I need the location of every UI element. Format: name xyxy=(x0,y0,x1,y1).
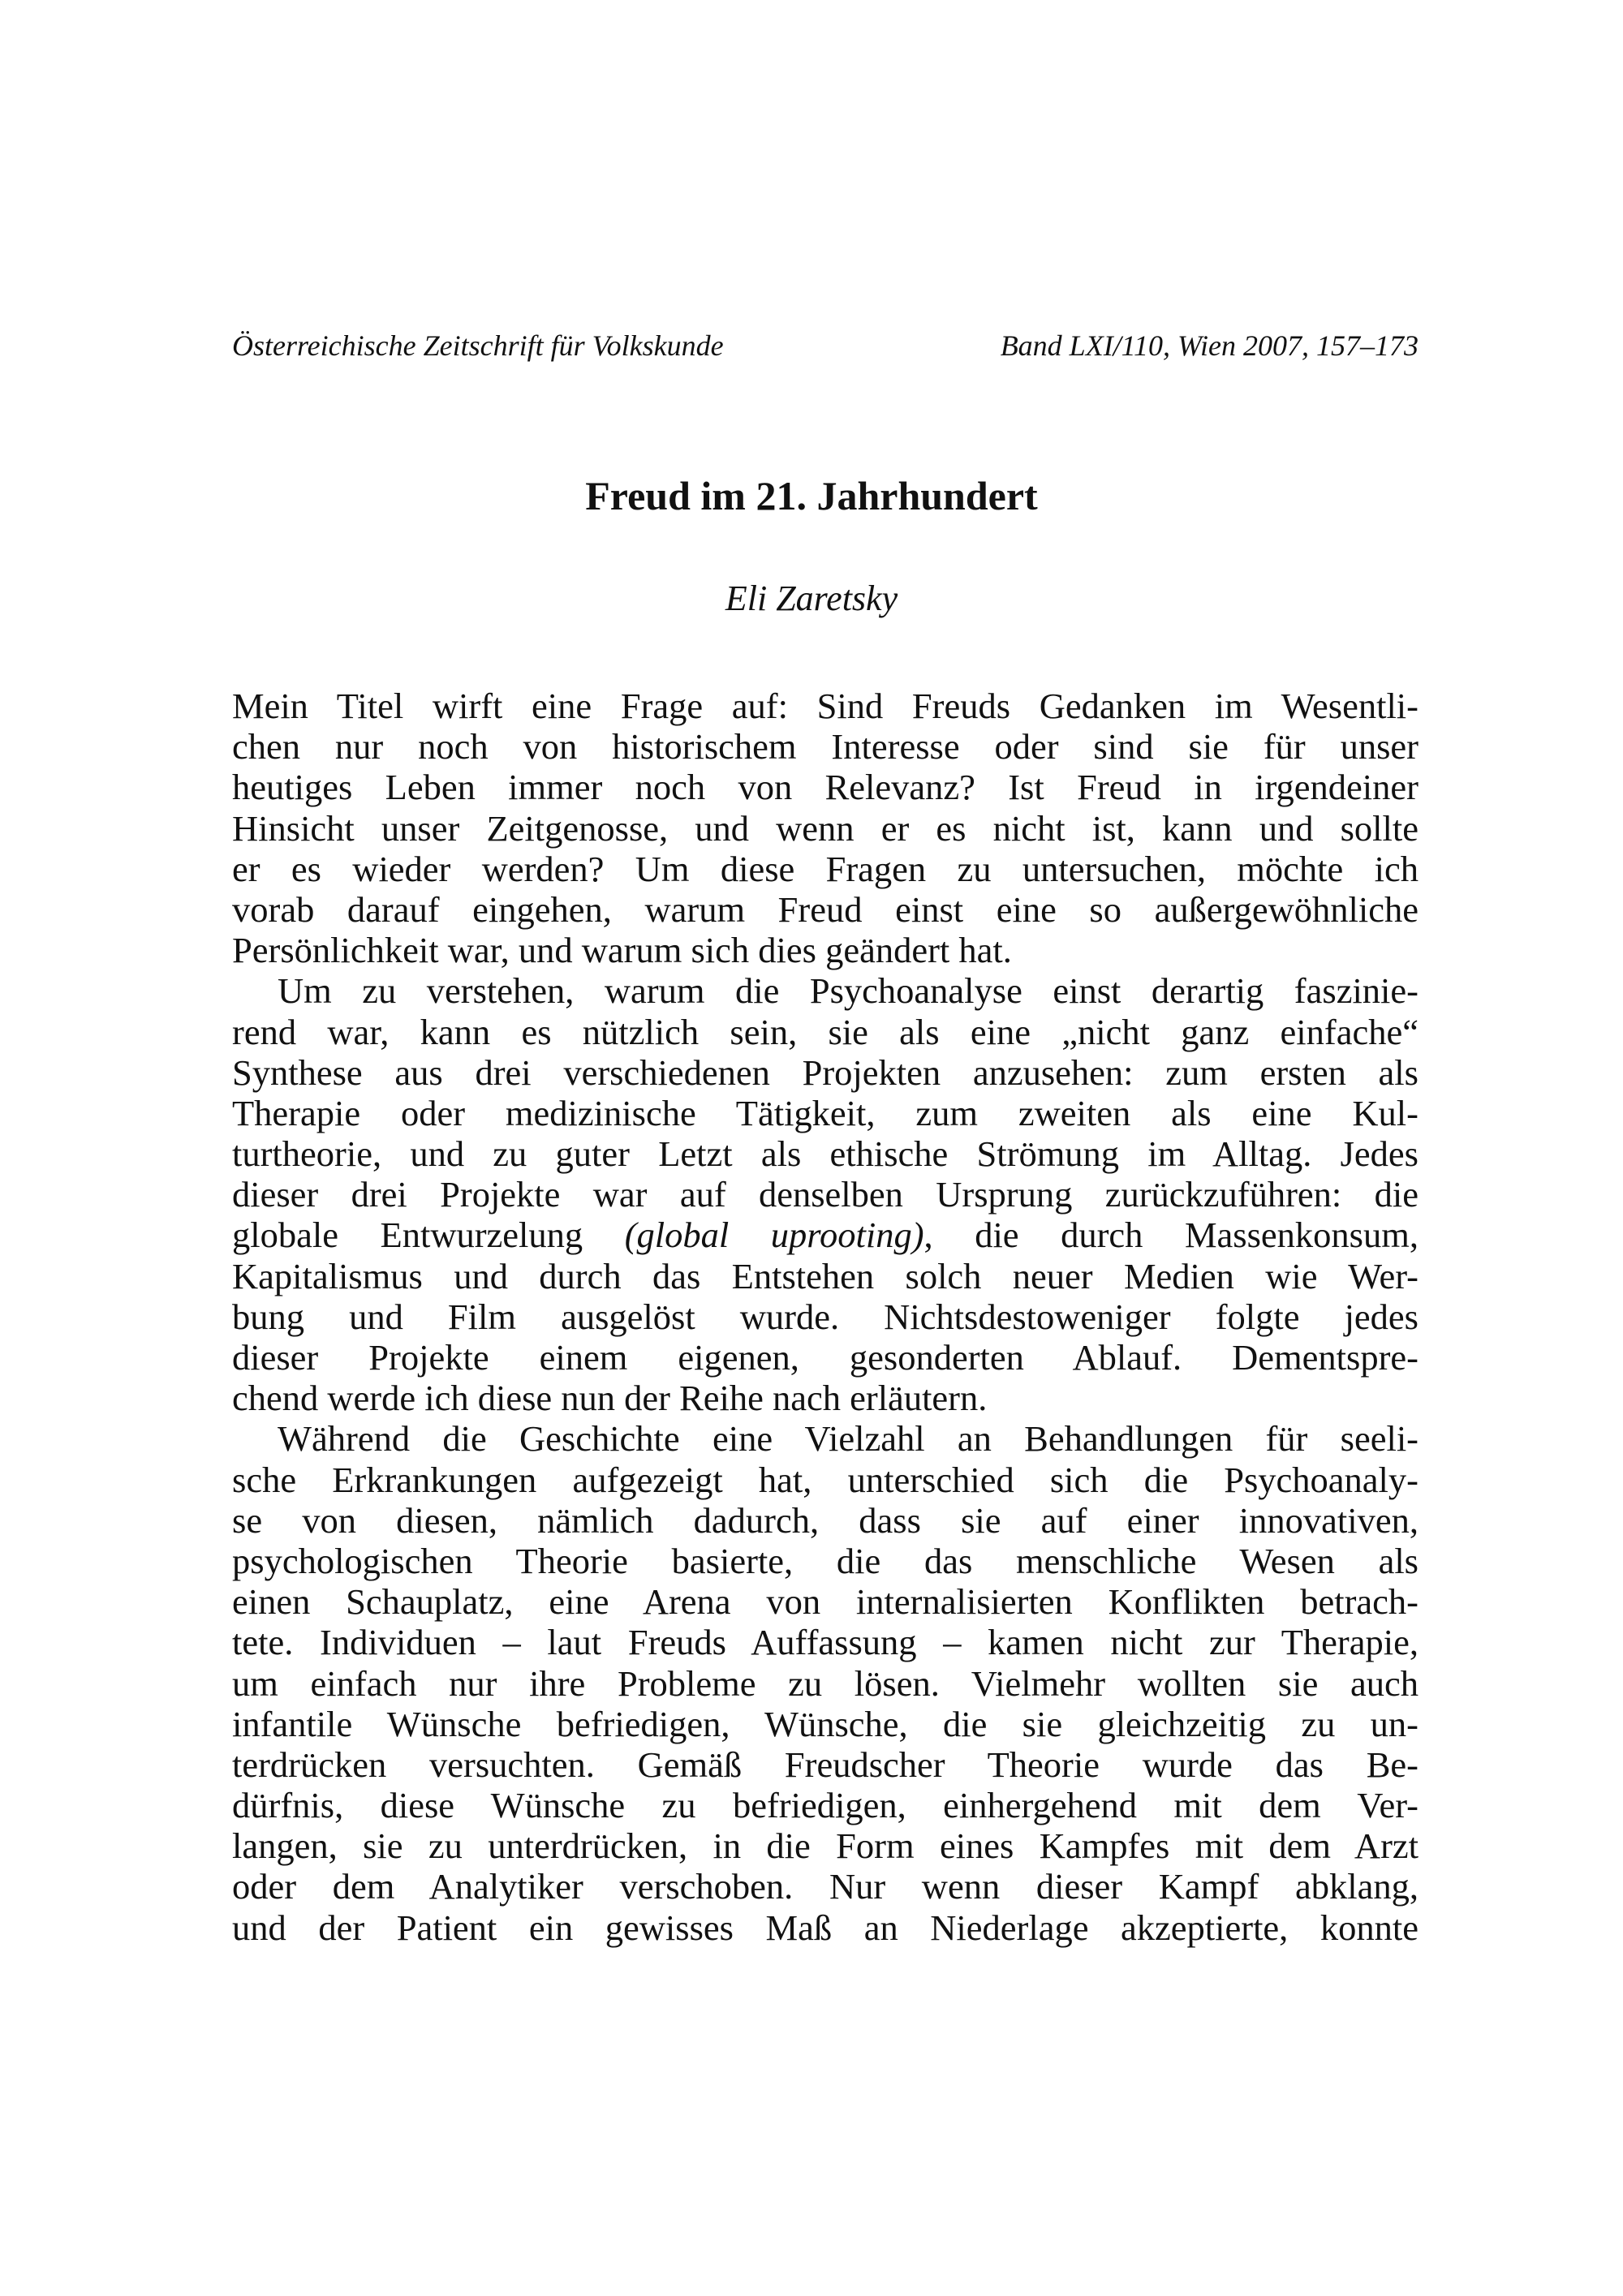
text-line: Mein Titel wirft eine Frage auf: Sind Freuds Gedanken im Wesentli- xyxy=(232,686,1419,726)
text-line: Synthese aus drei verschiedenen Projekten anzusehen: zum ersten als xyxy=(232,1051,1419,1093)
text-line: rend war, kann es nützlich sein, sie als eine „nicht ganz einfache“ xyxy=(232,1011,1419,1052)
text-line: Hinsicht unser Zeitgenosse, und wenn er es nicht ist, kann und sollte xyxy=(232,807,1419,849)
article-body xyxy=(232,686,1419,1948)
article-title: Freud im 21. Jahrhundert xyxy=(585,473,1038,518)
text-run: , die durch Massenkonsum, xyxy=(923,1215,1419,1256)
text-line: vorab darauf eingehen, warum Freud einst eine so außergewöhnliche xyxy=(232,888,1419,930)
text-line: dürfnis, diese Wünsche zu befriedigen, einhergehend mit dem Ver- xyxy=(232,1785,1419,1826)
text-line: oder dem Analytiker verschoben. Nur wenn dieser Kampf abklang, xyxy=(232,1866,1419,1907)
text-line: psychologischen Theorie basierte, die das menschliche Wesen als xyxy=(232,1540,1419,1581)
text-line: se von diesen, nämlich dadurch, dass sie auf einer innovativen, xyxy=(232,1499,1419,1541)
paragraph xyxy=(232,970,1419,1418)
paragraph xyxy=(232,1418,1419,1947)
text-line: einen Schauplatz, eine Arena von internalisierten Konflikten betrach- xyxy=(232,1581,1419,1623)
text-line: Um zu verstehen, warum die Psychoanalyse einst derartig faszinie- xyxy=(278,970,1419,1012)
text-line: dieser Projekte einem eigenen, gesonderten Ablauf. Dementspre- xyxy=(232,1337,1419,1378)
paragraph xyxy=(232,686,1419,970)
volume-info: Band LXI/110, Wien 2007, 157–173 xyxy=(1000,329,1419,362)
text-line: und der Patient ein gewisses Maß an Niederlage akzeptierte, konnte xyxy=(232,1907,1419,1948)
text-line: dieser drei Projekte war auf denselben Ursprung zurückzuführen: die xyxy=(232,1174,1419,1215)
text-line: Persönlichkeit war, und warum sich dies geändert hat. xyxy=(232,930,1012,971)
text-line: heutiges Leben immer noch von Relevanz? Ist Freud in irgendeiner xyxy=(232,767,1419,808)
running-head xyxy=(232,329,1419,363)
text-line: infantile Wünsche befriedigen, Wünsche, die sie gleichzeitig zu un- xyxy=(232,1703,1419,1744)
text-line: langen, sie zu unterdrücken, in die Form eines Kampfes mit dem Arzt xyxy=(232,1825,1419,1867)
text-line: terdrücken versuchten. Gemäß Freudscher Theorie wurde das Be- xyxy=(232,1743,1419,1785)
text-line: sche Erkrankungen aufgezeigt hat, unterschied sich die Psychoanaly- xyxy=(232,1459,1419,1500)
italic-term: (global uprooting) xyxy=(624,1215,924,1256)
text-line: er es wieder werden? Um diese Fragen zu untersuchen, möchte ich xyxy=(232,848,1419,889)
text-line: Kapitalismus und durch das Entstehen solch neuer Medien wie Wer- xyxy=(232,1255,1419,1296)
text-line: Therapie oder medizinische Tätigkeit, zum zweiten als eine Kul- xyxy=(232,1092,1419,1133)
text-line: turtheorie, und zu guter Letzt als ethische Strömung im Alltag. Jedes xyxy=(232,1133,1419,1175)
text-line xyxy=(232,1215,1419,1255)
journal-name: Österreichische Zeitschrift für Volkskunde xyxy=(232,329,724,362)
text-line: um einfach nur ihre Probleme zu lösen. Vielmehr wollten sie auch xyxy=(232,1662,1419,1704)
text-line: chend werde ich diese nun der Reihe nach erläutern. xyxy=(232,1378,988,1419)
article-author: Eli Zaretsky xyxy=(725,578,898,618)
text-line: bung und Film ausgelöst wurde. Nichtsdestoweniger folgte jedes xyxy=(232,1296,1419,1337)
text-line: Während die Geschichte eine Vielzahl an Behandlungen für seeli- xyxy=(278,1418,1419,1460)
text-run: globale Entwurzelung xyxy=(232,1215,625,1256)
text-line: tete. Individuen – laut Freuds Auffassung – kamen nicht zur Therapie, xyxy=(232,1622,1419,1663)
text-line: chen nur noch von historischem Interesse oder sind sie für unser xyxy=(232,726,1419,767)
